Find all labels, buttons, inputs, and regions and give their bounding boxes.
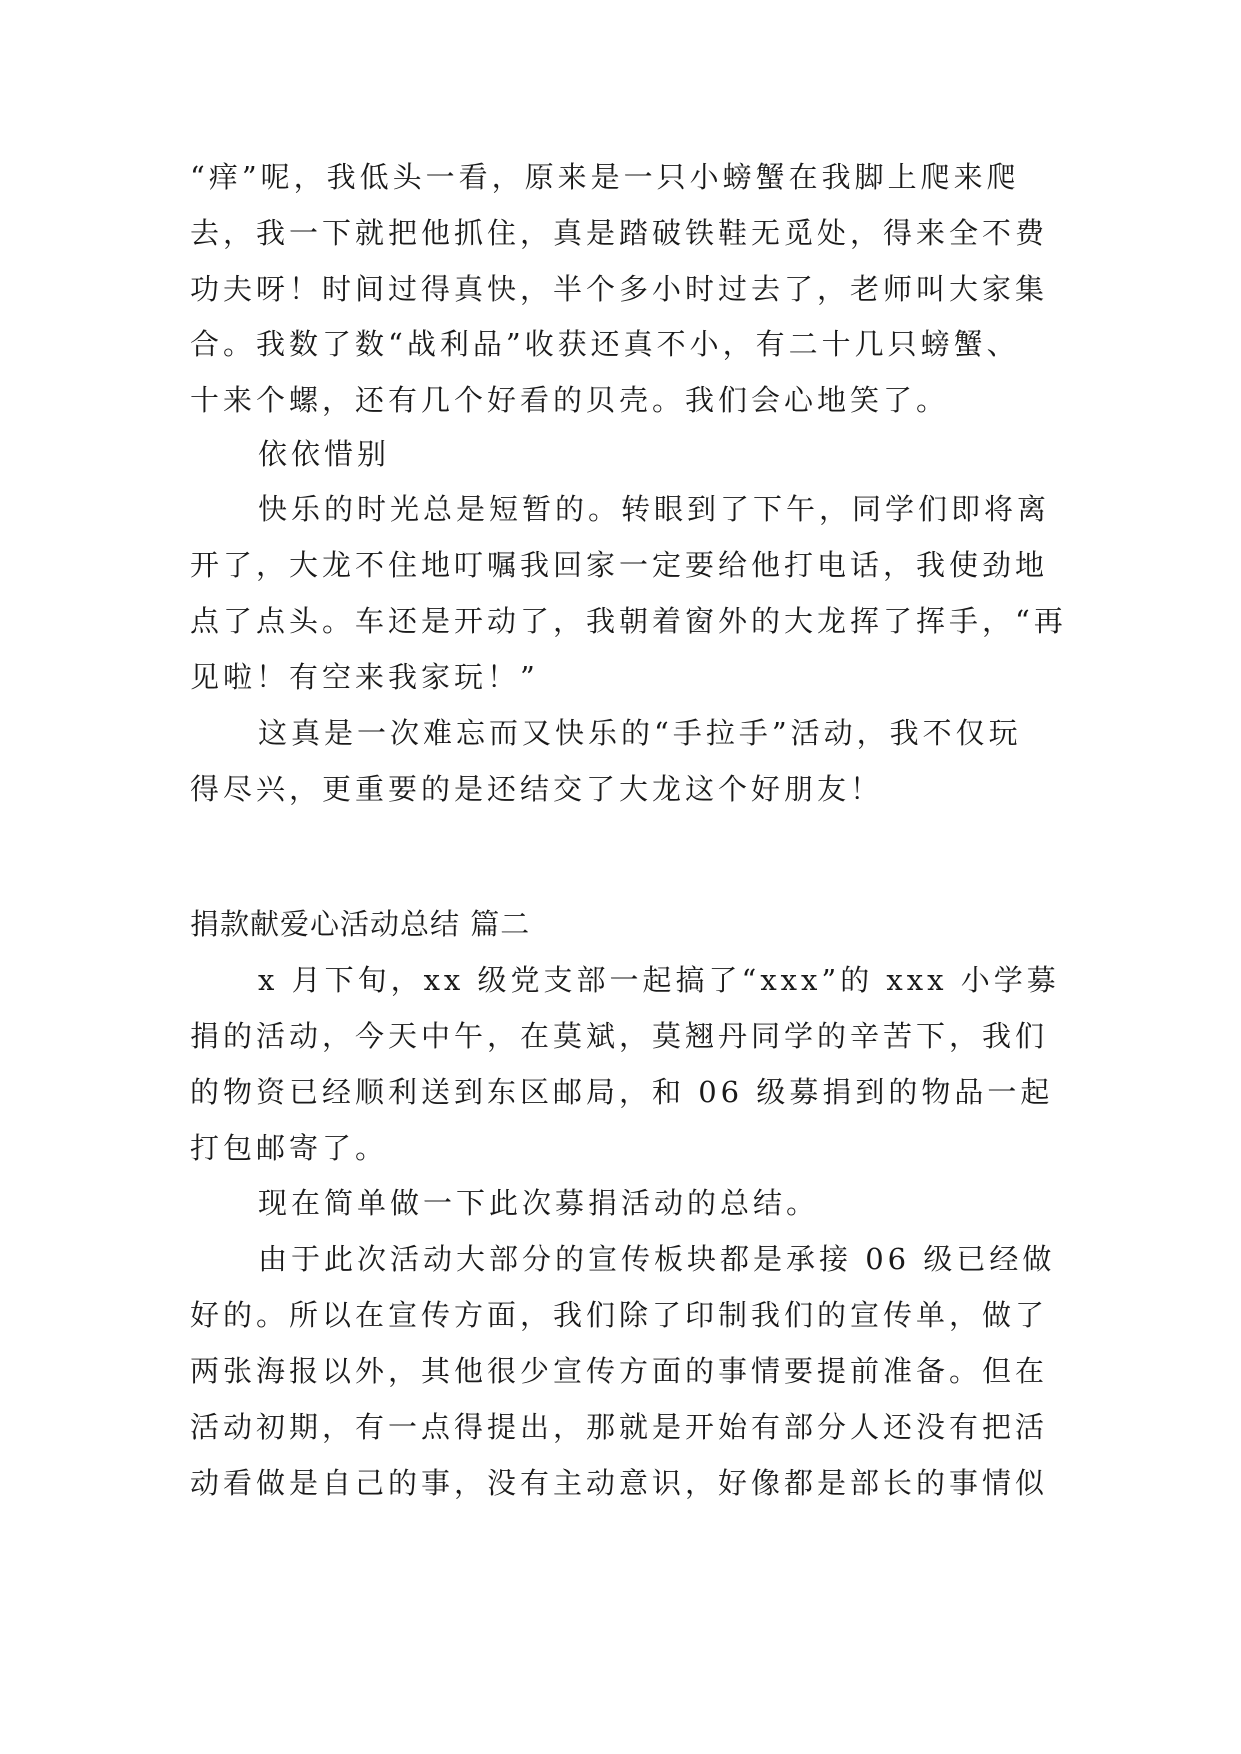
paragraph-start: 现在简单做一下此次募捐活动的总结。	[258, 1186, 820, 1220]
body-text-line: 点了点头。车还是开动了，我朝着窗外的大龙挥了挥手，“再	[190, 604, 1067, 638]
body-text-line: 十来个螺，还有几个好看的贝壳。我们会心地笑了。	[190, 383, 950, 417]
section-title: 捐款献爱心活动总结 篇二	[190, 907, 531, 941]
subheading: 依依惜别	[258, 437, 391, 471]
body-text-line: 得尽兴，更重要的是还结交了大龙这个好朋友！	[190, 772, 884, 806]
body-text-line: 功夫呀！时间过得真快，半个多小时过去了，老师叫大家集	[190, 272, 1049, 306]
body-text-line: 见啦！有空来我家玩！”	[190, 660, 539, 694]
body-text-line: 活动初期，有一点得提出，那就是开始有部分人还没有把活	[190, 1410, 1049, 1444]
body-text-line: 开了，大龙不住地叮嘱我回家一定要给他打电话，我使劲地	[190, 548, 1049, 582]
body-text-line: 捐的活动，今天中午，在莫斌，莫翘丹同学的辛苦下，我们	[190, 1019, 1049, 1053]
paragraph-start: 这真是一次难忘而又快乐的“手拉手”活动，我不仅玩	[258, 716, 1022, 750]
body-text-line: “痒”呢，我低头一看，原来是一只小螃蟹在我脚上爬来爬	[190, 160, 1020, 194]
body-text-line: 合。我数了数“战利品”收获还真不小，有二十几只螃蟹、	[190, 327, 1020, 361]
paragraph-start: 快乐的时光总是短暂的。转眼到了下午，同学们即将离	[258, 492, 1051, 526]
body-text-line: 两张海报以外，其他很少宣传方面的事情要提前准备。但在	[190, 1354, 1049, 1388]
body-text-line: 动看做是自己的事，没有主动意识，好像都是部长的事情似	[190, 1466, 1049, 1500]
body-text-line: 去，我一下就把他抓住，真是踏破铁鞋无觅处，得来全不费	[190, 216, 1049, 250]
body-text-line: 好的。所以在宣传方面，我们除了印制我们的宣传单，做了	[190, 1298, 1049, 1332]
paragraph-start: 由于此次活动大部分的宣传板块都是承接 06 级已经做	[258, 1242, 1056, 1276]
paragraph-start: x 月下旬，xx 级党支部一起搞了“xxx”的 xxx 小学募	[258, 963, 1060, 997]
body-text-line: 的物资已经顺利送到东区邮局，和 06 级募捐到的物品一起	[190, 1075, 1054, 1109]
body-text-line: 打包邮寄了。	[190, 1131, 389, 1165]
